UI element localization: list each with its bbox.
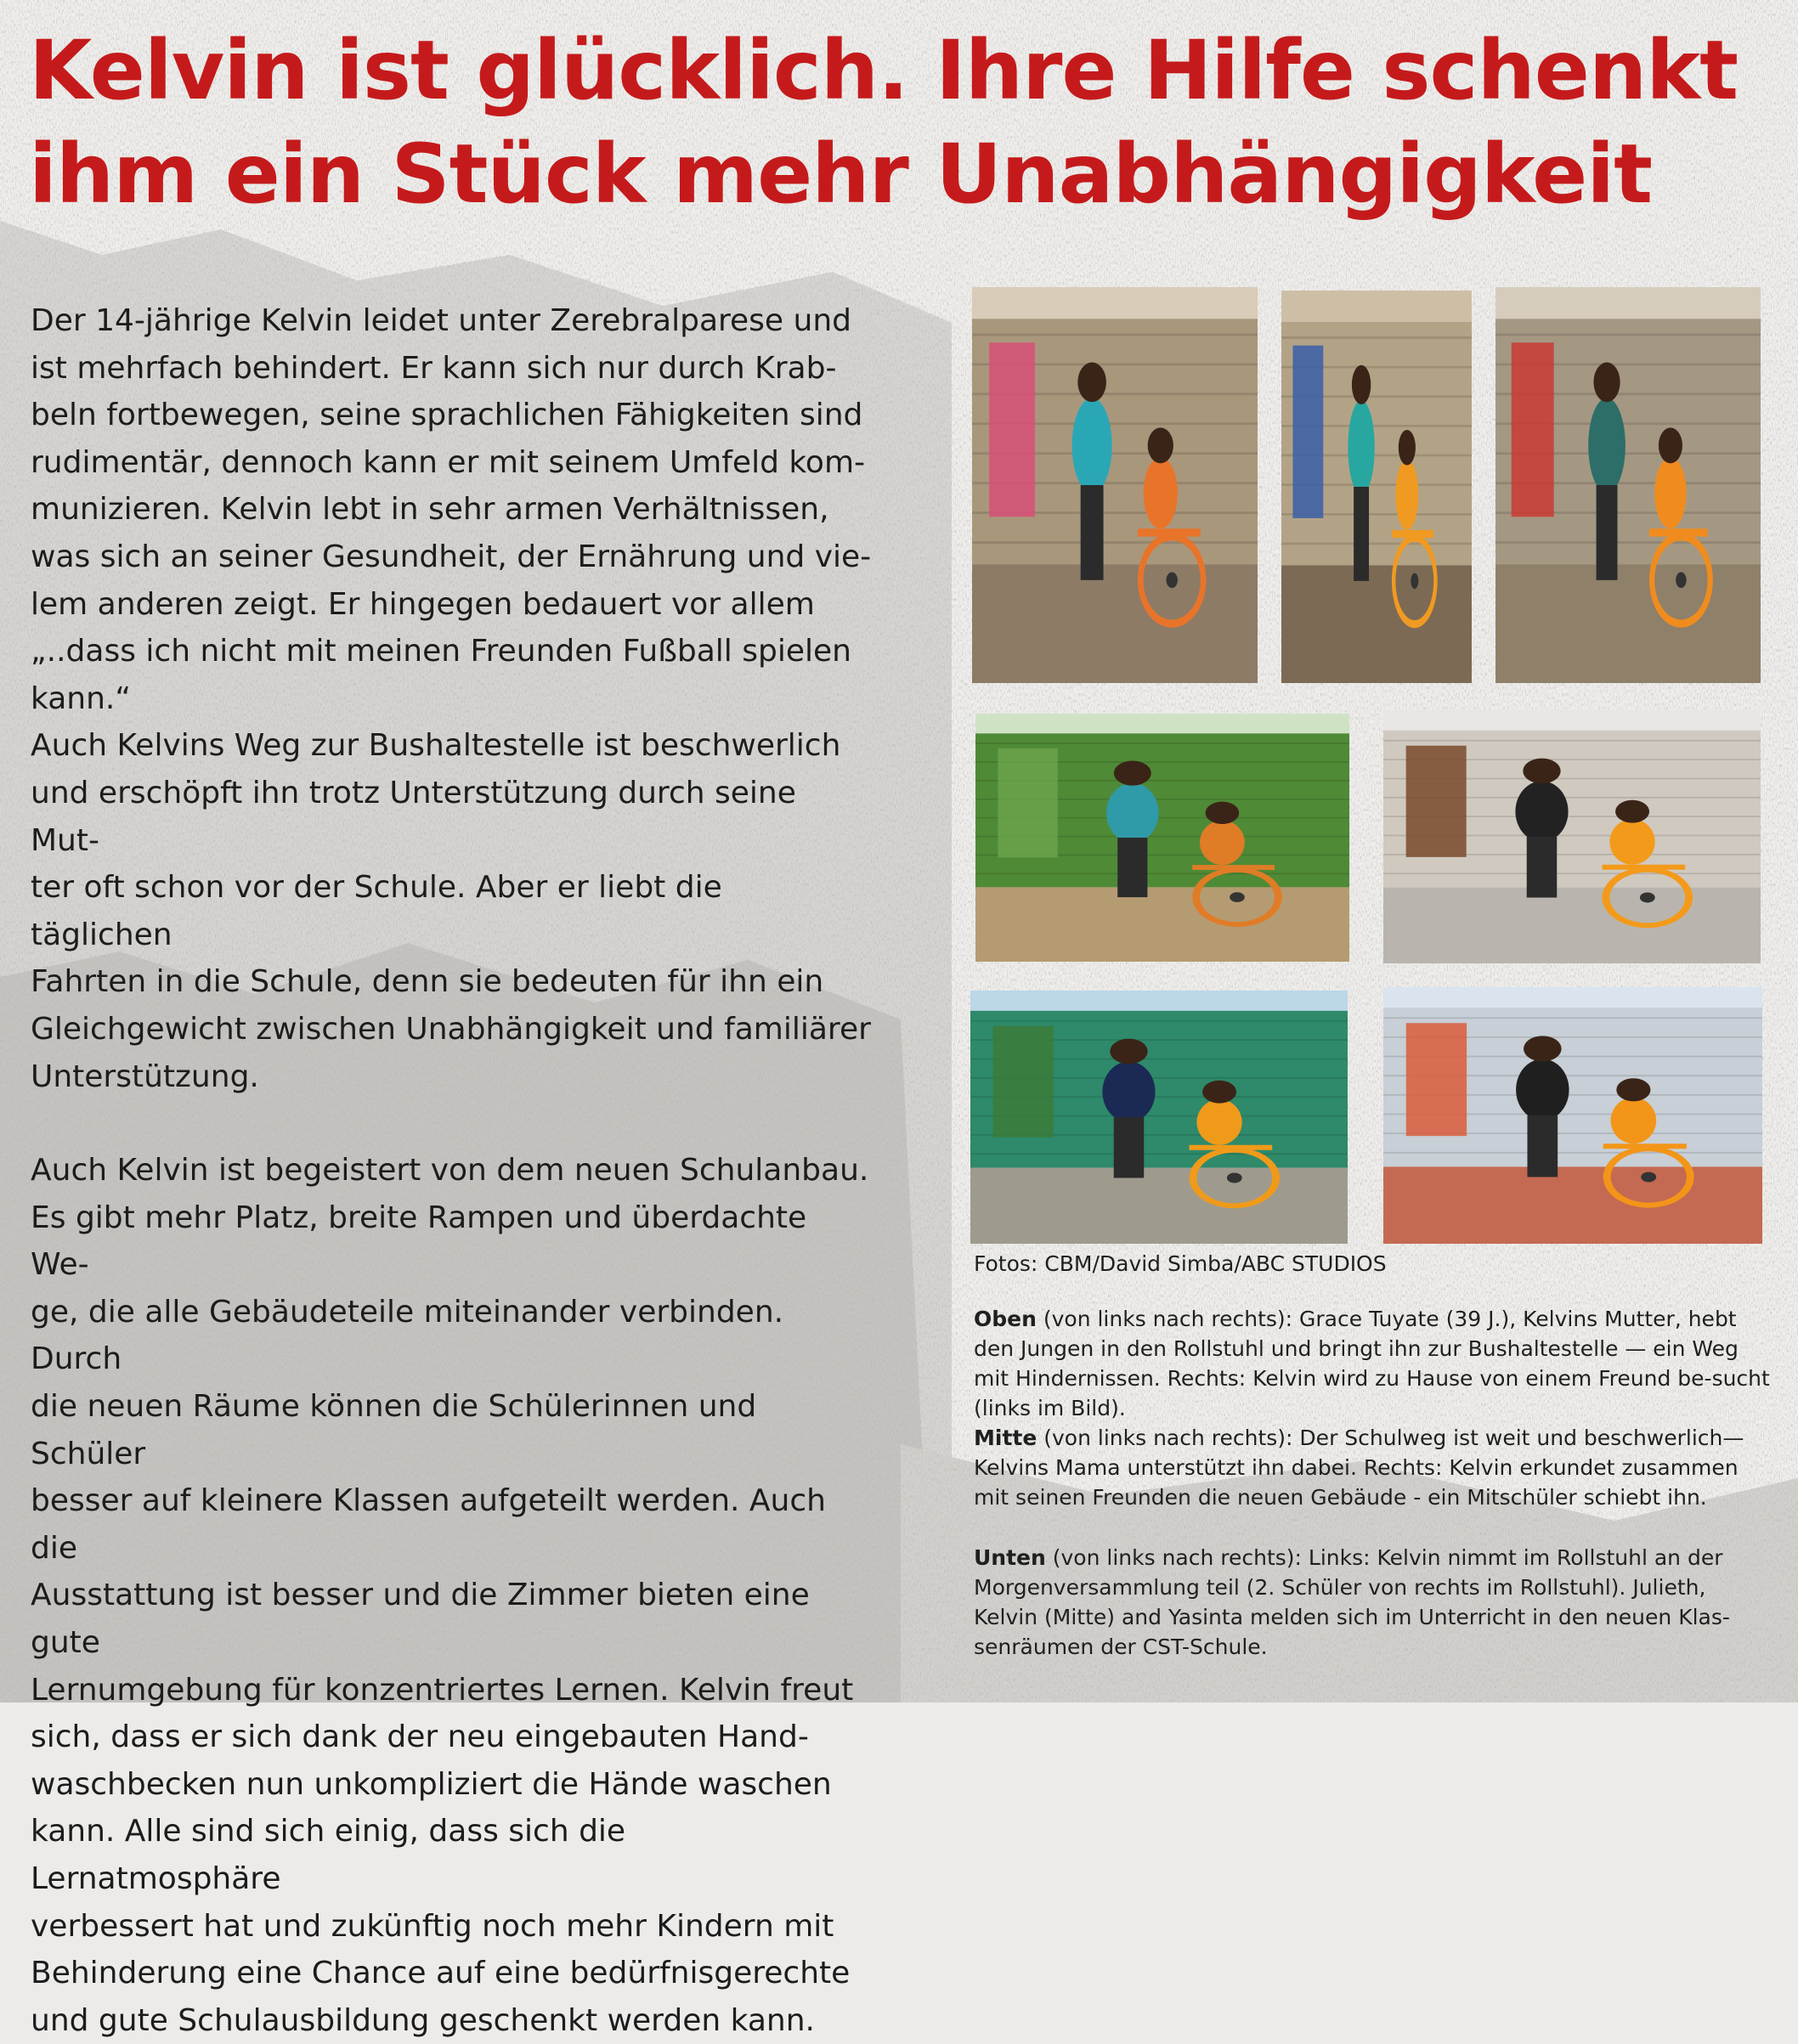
headline: Kelvin ist glücklich. Ihre Hilfe schenkt ihm ein Stück mehr Unabhängigkeit xyxy=(29,23,1738,222)
caption-oben-text: (von links nach rechts): Grace Tuyate (39 J.), Kelvins Mutter, hebt den Jungen in den Rollstuhl und bringt ihn zur Bushaltestelle — ein Weg mit Hindernissen. Rechts: Kelvin wird zu Hause von einem Freund be-sucht (links im Bild). xyxy=(974,1307,1770,1420)
caption-unten xyxy=(974,1543,1773,1662)
photo-mid-2 xyxy=(1383,710,1761,963)
caption-mitte-label: Mitte xyxy=(974,1426,1038,1450)
photo-bot-1 xyxy=(970,991,1348,1244)
caption-oben xyxy=(974,1304,1773,1423)
photo-bot-2 xyxy=(1383,987,1762,1244)
photo-top-2 xyxy=(1281,291,1472,683)
caption-oben-label: Oben xyxy=(974,1307,1037,1331)
article-paragraph-2: Auch Kelvin ist begeistert von dem neuen Schulanbau. Es gibt mehr Platz, breite Rampen und überdachte We- ge, die alle Gebäudeteile miteinander verbinden. Durch die neuen Räume können die Schülerinnen und Schüler besser auf kleinere Klassen aufgeteilt werden. Auch die Ausstattung ist besser und die Zimmer bieten eine gute Lernumgebung für konzentriertes Lernen. Kelvin freut sich, dass er sich dank der neu eingebauten Hand- waschbecken nun unkompliziert die Hände waschen kann. Alle sind sich einig, dass sich die Lernatmosphäre verbessert hat und zukünftig noch mehr Kindern mit Behinderung eine Chance auf eine bedürfnisgerechte und gute Schulausbildung geschenkt werden kann. xyxy=(31,1153,869,2038)
caption-unten-text: (von links nach rechts): Links: Kelvin nimmt im Rollstuhl an der Morgenversammlung teil (2. Schüler von rechts im Rollstuhl). Julieth, Kelvin (Mitte) and Yasinta melden sich im Unterricht in den neuen Klas-senräumen der CST-Schule. xyxy=(974,1545,1730,1659)
photo-captions xyxy=(974,1249,1773,1662)
photo-mid-1 xyxy=(975,714,1349,962)
caption-unten-label: Unten xyxy=(974,1545,1046,1570)
photo-credit: Fotos: CBM/David Simba/ABC STUDIOS xyxy=(974,1251,1387,1276)
article-paragraph-1: Der 14-jährige Kelvin leidet unter Zerebralparese und ist mehrfach behindert. Er kann sich nur durch Krab- beln fortbewegen, seine sprachlichen Fähigkeiten sind rudimentär, dennoch kann er mit seinem Umfeld kom- munizieren. Kelvin lebt in sehr armen Verhältnissen, was sich an seiner Gesundheit, der Ernährung und vie- lem anderen zeigt. Er hingegen bedauert vor allem „..dass ich nicht mit meinen Freunden Fußball spielen kann.“ Auch Kelvins Weg zur Bushaltestelle ist beschwerlich und erschöpft ihn trotz Unterstützung durch seine Mut- ter oft schon vor der Schule. Aber er liebt die täglichen Fahrten in die Schule, denn sie bedeuten für ihn ein Gleichgewicht zwischen Unabhängigkeit und familiärer Unterstützung. xyxy=(31,303,872,1094)
photo-top-1 xyxy=(972,287,1258,683)
caption-mitte-text: (von links nach rechts): Der Schulweg ist weit und beschwerlich— Kelvins Mama unterstützt ihn dabei. Rechts: Kelvin erkundet zusammen mit seinen Freunden die neuen Gebäude - ein Mitschüler schiebt ihn. xyxy=(974,1426,1744,1510)
article-body xyxy=(31,297,872,2044)
caption-mitte xyxy=(974,1423,1773,1512)
photo-top-3 xyxy=(1496,287,1761,683)
